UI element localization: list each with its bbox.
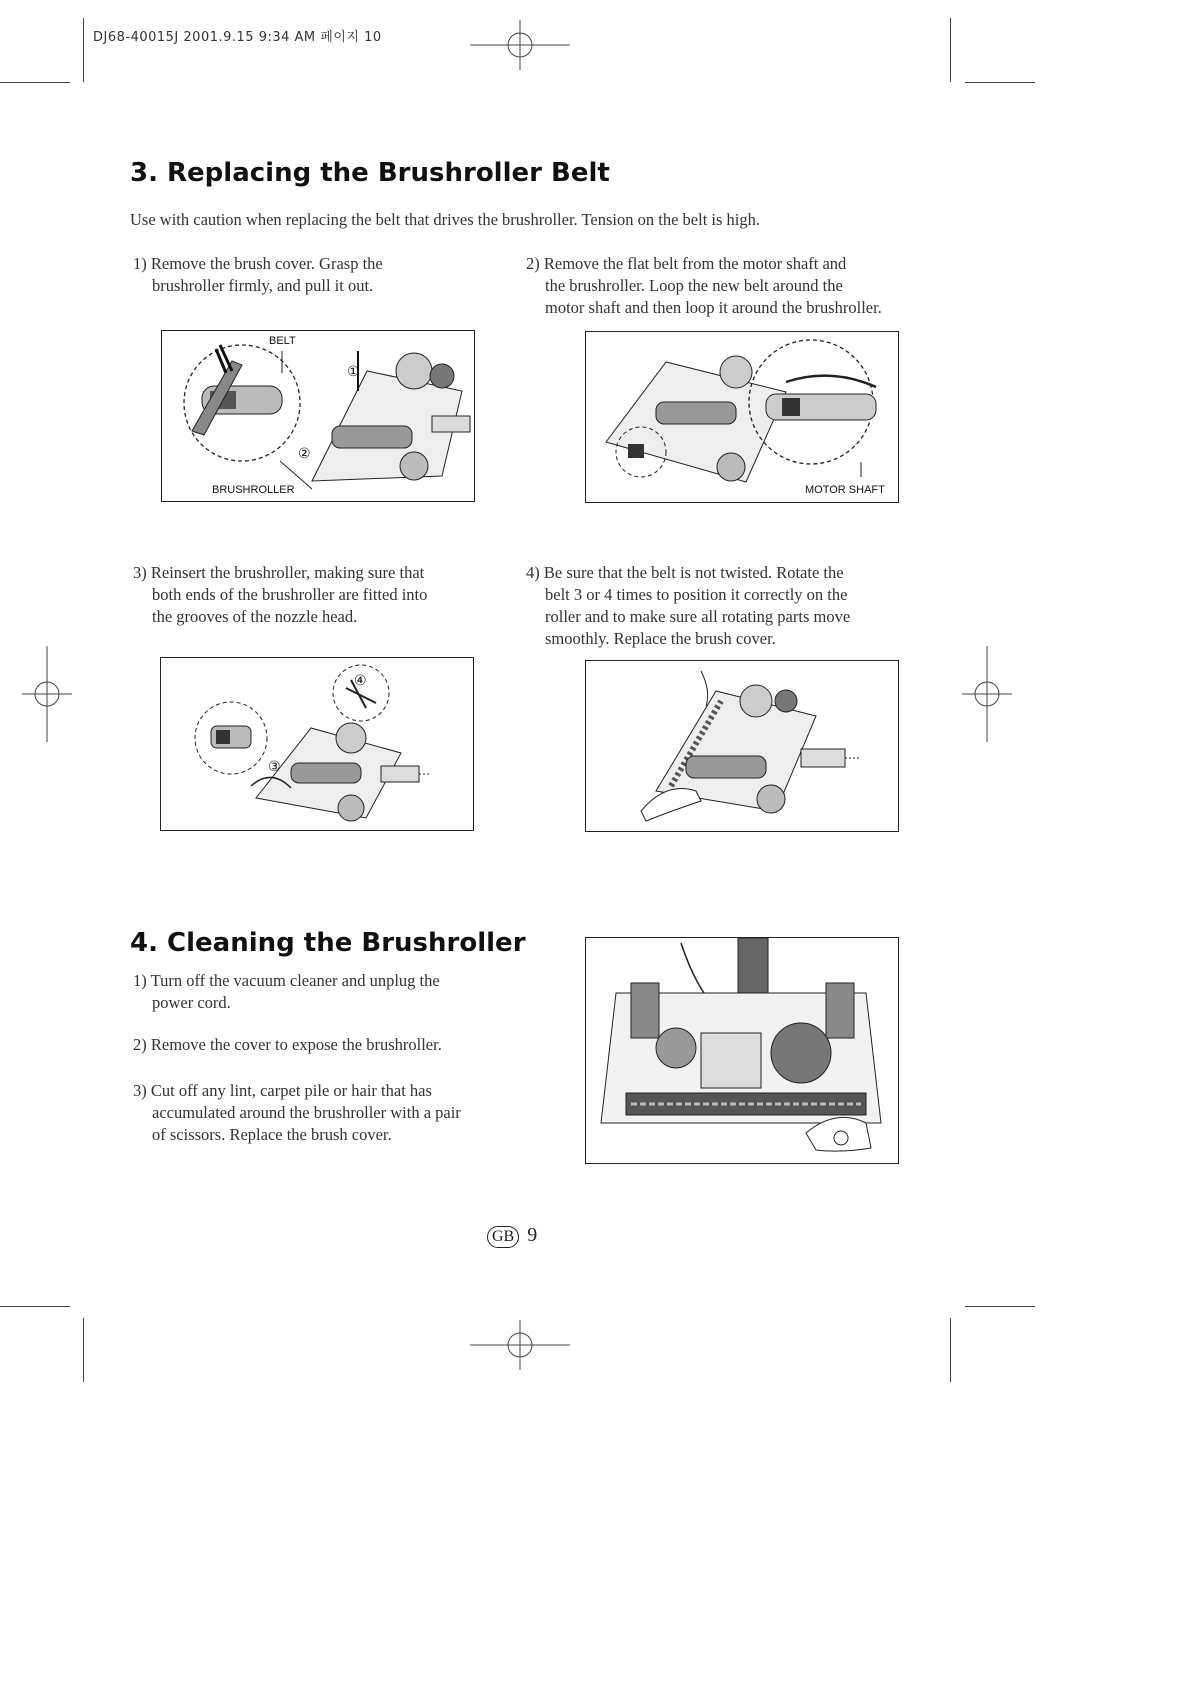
step-number: 4) <box>526 563 540 582</box>
page-footer <box>487 1224 537 1248</box>
brushroller-cleaning-illustration <box>586 938 898 1163</box>
step-2 <box>526 253 946 319</box>
clean-step-3 <box>133 1080 533 1146</box>
step-text-line: Turn off the vacuum cleaner and unplug the <box>150 971 440 990</box>
motor-shaft-label: MOTOR SHAFT <box>805 484 885 496</box>
region-badge: GB <box>487 1226 519 1248</box>
step-text-line: Cut off any lint, carpet pile or hair that has <box>150 1081 432 1100</box>
step-number: 1) <box>133 254 147 273</box>
registration-mark-right <box>962 646 1012 742</box>
belt-label: BELT <box>269 335 296 347</box>
page-number: 9 <box>527 1224 538 1246</box>
step-text-line: Remove the cover to expose the brushroller. <box>150 1035 442 1054</box>
figure-step-4 <box>585 660 899 832</box>
step-text-line: roller and to make sure all rotating parts move <box>545 607 851 626</box>
step-text-line: Be sure that the belt is not twisted. Rotate the <box>543 563 844 582</box>
step-number: 2) <box>526 254 540 273</box>
figure-step-1 <box>161 330 475 502</box>
step-4 <box>526 562 946 650</box>
step-1 <box>133 253 513 297</box>
step-text-line: brushroller firmly, and pull it out. <box>152 276 374 295</box>
clean-step-2 <box>133 1034 533 1056</box>
print-slug: DJ68-40015J 2001.9.15 9:34 AM 페이지 10 <box>93 30 382 45</box>
step-text-line: the grooves of the nozzle head. <box>152 607 358 626</box>
step-text-line: smoothly. Replace the brush cover. <box>545 629 776 648</box>
brushroller-label: BRUSHROLLER <box>212 484 295 496</box>
figure-cleaning <box>585 937 899 1164</box>
marker-3: ③ <box>268 758 281 774</box>
step-text-line: motor shaft and then loop it around the brushroller. <box>545 298 882 317</box>
step-text-line: power cord. <box>152 993 231 1012</box>
section-3-intro: Use with caution when replacing the belt that drives the brushroller. Tension on the belt is high. <box>130 210 760 229</box>
step-number: 3) <box>133 563 147 582</box>
brush-cover-removal-illustration <box>162 331 474 501</box>
step-number: 3) <box>133 1081 147 1100</box>
step-text-line: of scissors. Replace the brush cover. <box>152 1125 392 1144</box>
belt-rotation-illustration <box>586 661 898 831</box>
step-text-line: Reinsert the brushroller, making sure that <box>150 563 425 582</box>
belt-replacement-illustration <box>586 332 898 502</box>
marker-2: ② <box>298 445 311 461</box>
figure-step-2 <box>585 331 899 503</box>
registration-mark-left <box>22 646 72 742</box>
step-text-line: both ends of the brushroller are fitted into <box>152 585 428 604</box>
step-3 <box>133 562 513 628</box>
registration-mark-top <box>470 20 570 70</box>
step-number: 1) <box>133 971 147 990</box>
clean-step-1 <box>133 970 533 1014</box>
section-3-title: 3. Replacing the Brushroller Belt <box>130 158 610 188</box>
step-text-line: Remove the flat belt from the motor shaft and <box>543 254 847 273</box>
figure-step-3 <box>160 657 474 831</box>
step-number: 2) <box>133 1035 147 1054</box>
marker-4: ④ <box>354 672 367 688</box>
step-text-line: the brushroller. Loop the new belt around the <box>545 276 843 295</box>
section-4-title: 4. Cleaning the Brushroller <box>130 928 526 958</box>
step-text-line: accumulated around the brushroller with a pair <box>152 1103 461 1122</box>
step-text-line: belt 3 or 4 times to position it correctly on the <box>545 585 848 604</box>
registration-mark-bottom <box>470 1320 570 1370</box>
brushroller-reinsertion-illustration <box>161 658 473 830</box>
marker-1: ① <box>347 363 360 379</box>
step-text-line: Remove the brush cover. Grasp the <box>150 254 383 273</box>
